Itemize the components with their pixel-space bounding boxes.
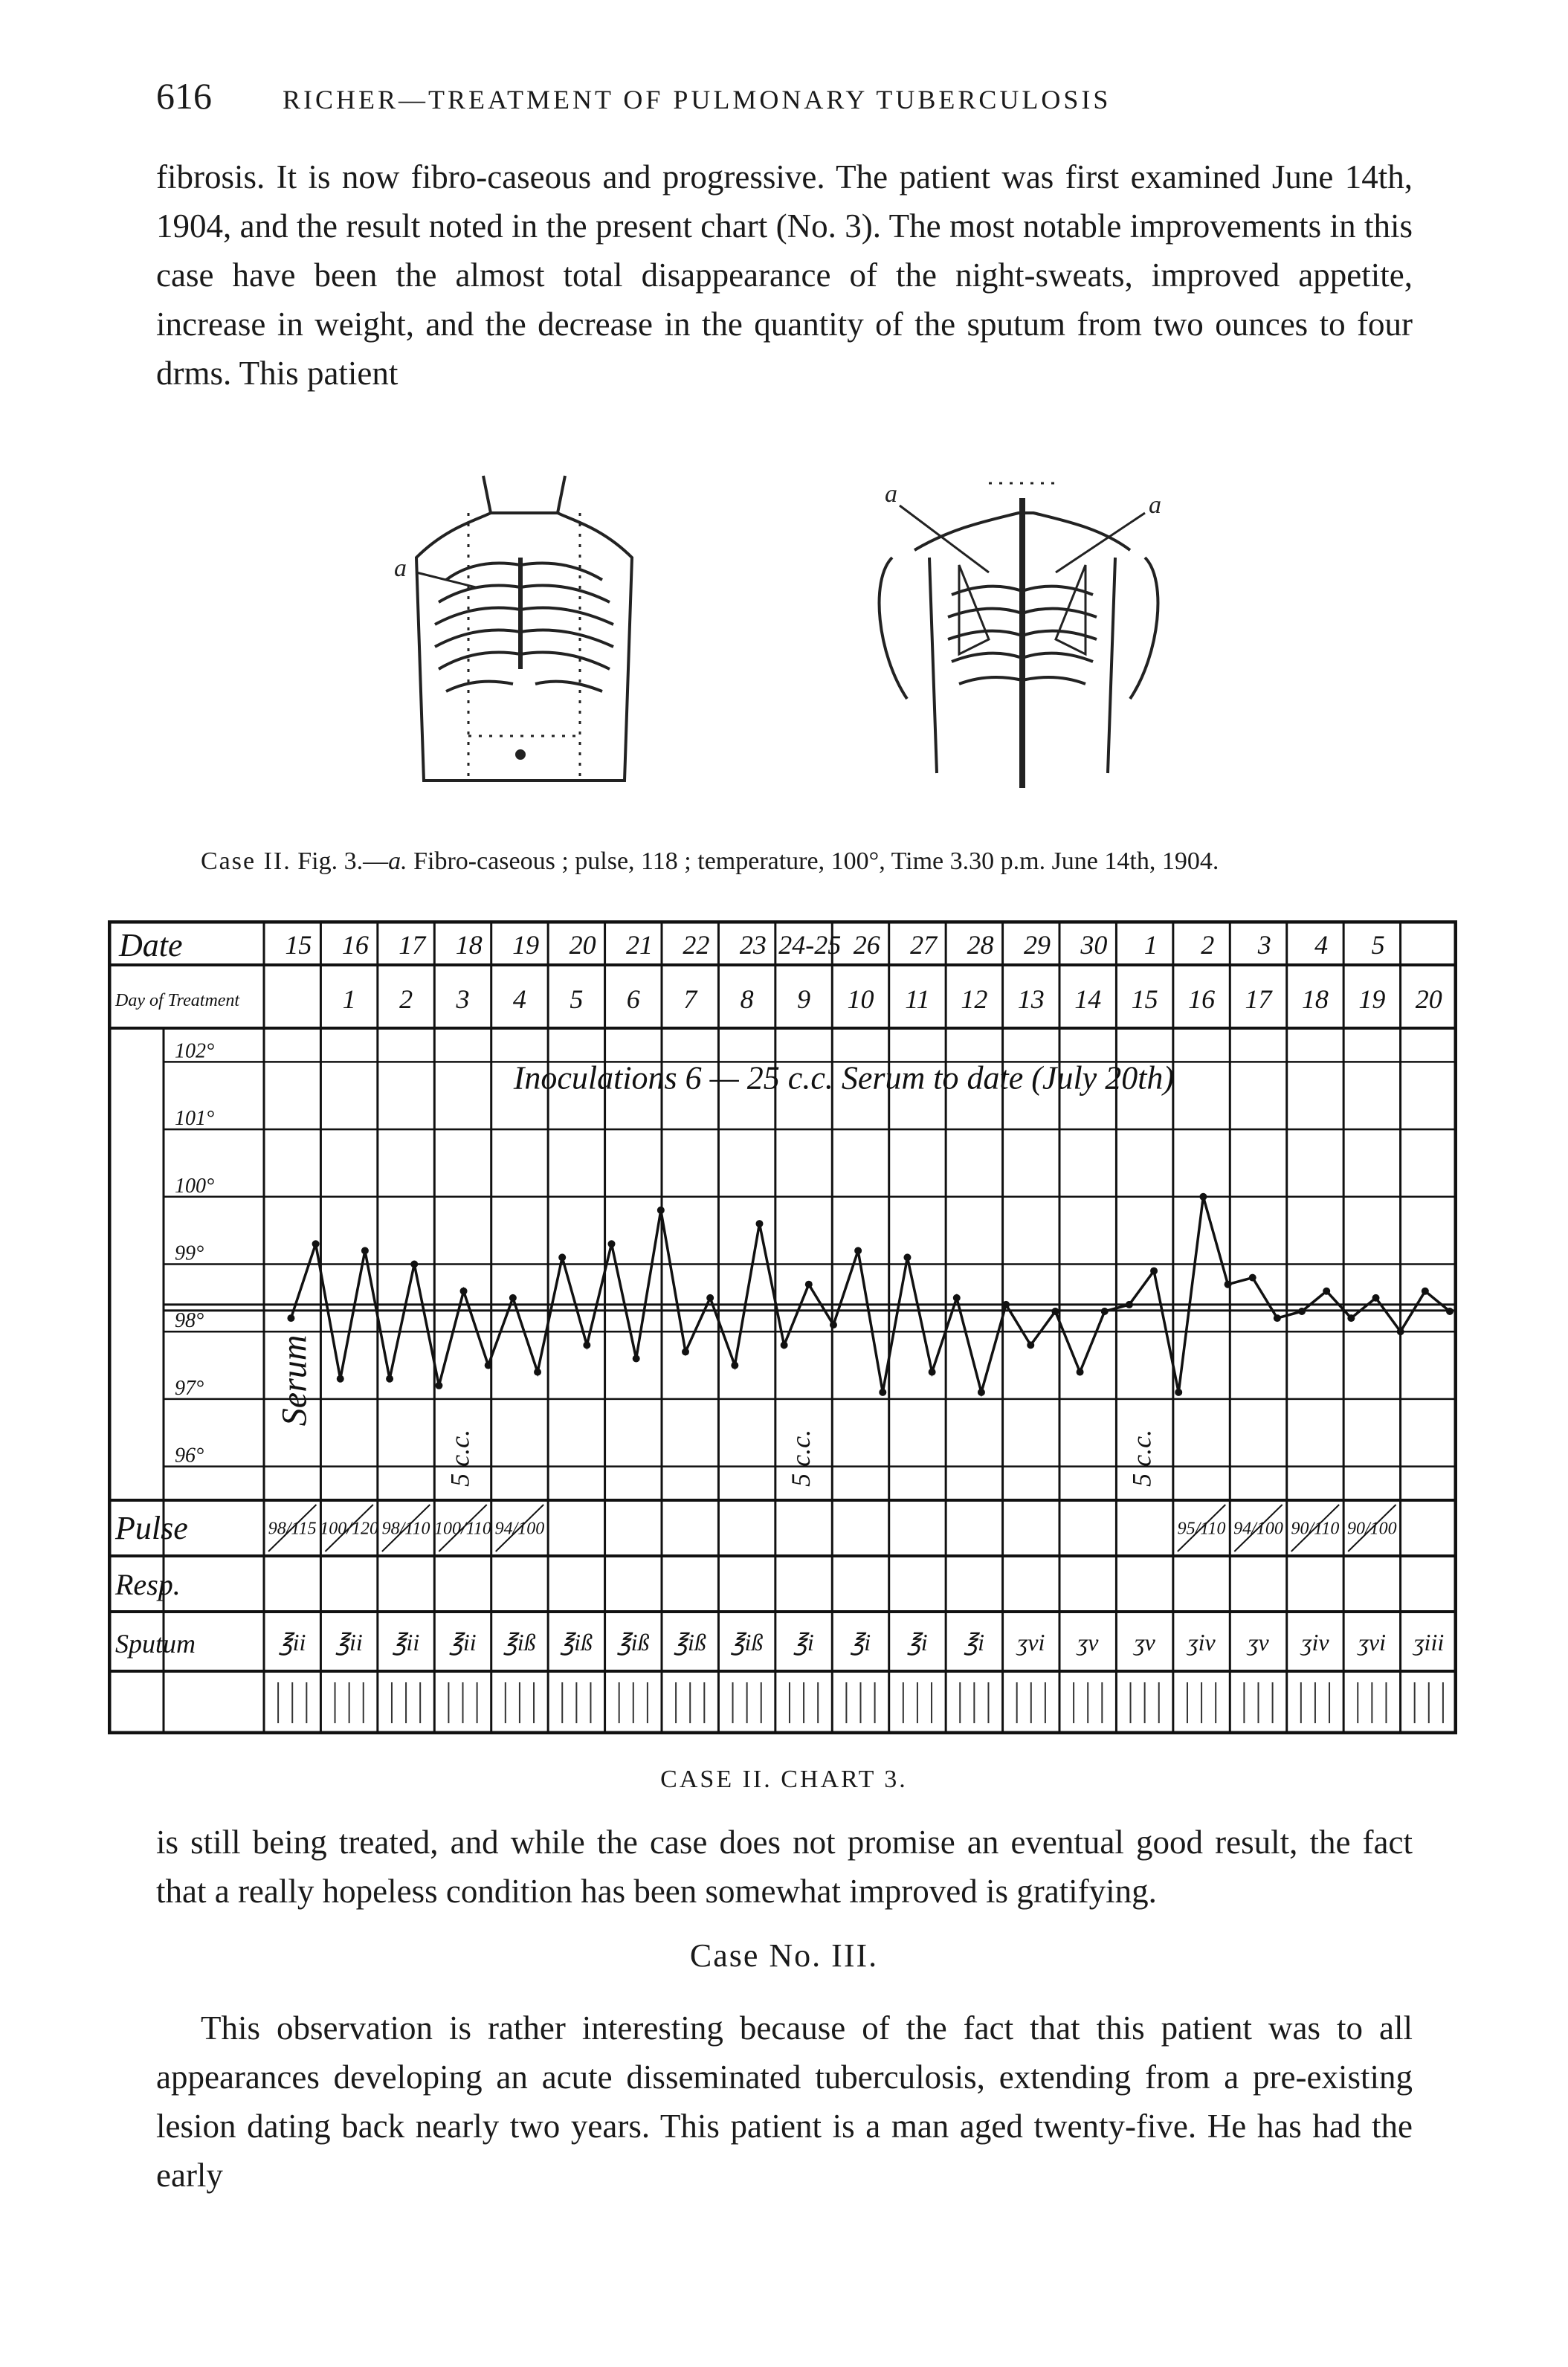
sputum-value: ℥ii	[335, 1629, 363, 1656]
pulse-value: 94/100	[494, 1519, 545, 1539]
date-tick-label: 18	[455, 930, 483, 960]
temperature-point	[509, 1294, 517, 1302]
day-tick-label: 17	[1245, 984, 1272, 1014]
temperature-point	[1347, 1314, 1355, 1322]
y-tick-label: 102°	[175, 1039, 215, 1063]
sputum-value: ʒiv	[1187, 1629, 1216, 1656]
temperature-point	[682, 1348, 689, 1355]
paragraph-bottom-1: is still being treated, and while the case does not promise an eventual good result, the fact that a really hopeless condition has been somewhat improved is gratifying.	[156, 1824, 1413, 1910]
anatomy-illustrations	[0, 468, 1568, 810]
page-header	[156, 74, 1420, 119]
date-tick-label: 22	[683, 930, 710, 960]
temperature-point	[978, 1389, 985, 1396]
sputum-value: ʒvi	[1358, 1629, 1387, 1656]
day-tick-label: 11	[905, 984, 930, 1014]
temperature-point	[287, 1314, 294, 1322]
sputum-value: ℥iß	[503, 1629, 536, 1656]
label-a-front: a	[394, 555, 407, 582]
day-tick-label: 13	[1017, 984, 1045, 1014]
date-tick-label: 4	[1314, 930, 1329, 960]
temperature-point	[386, 1375, 393, 1383]
sputum-value: ℥ii	[449, 1629, 477, 1656]
sputum-value: ℥ii	[392, 1629, 420, 1656]
pulse-value: 100/120	[320, 1519, 378, 1539]
temperature-point	[435, 1382, 442, 1389]
pulse-value: 98/115	[268, 1519, 317, 1539]
date-tick-label: 27	[910, 930, 938, 960]
date-tick-label: 5	[1371, 930, 1385, 960]
temperature-point	[1175, 1389, 1182, 1396]
date-tick-label: 24-25	[778, 930, 842, 960]
temperature-point	[1372, 1294, 1380, 1302]
temperature-point	[1077, 1369, 1084, 1376]
sputum-value: ℥iß	[730, 1629, 764, 1656]
day-tick-label: 12	[961, 984, 988, 1014]
day-tick-label: 16	[1188, 984, 1216, 1014]
day-tick-label: 14	[1074, 984, 1102, 1014]
date-tick-label: 30	[1080, 930, 1108, 960]
temperature-point	[534, 1369, 541, 1376]
label-a-back-right: a	[1149, 491, 1161, 519]
pulse-value: 90/100	[1347, 1519, 1397, 1539]
temperature-point	[657, 1207, 665, 1214]
date-tick-label: 21	[626, 930, 653, 960]
inoculation-annotation: Inoculations 6 — 25 c.c. Serum to date (July 20th)	[513, 1059, 1175, 1097]
temperature-point	[929, 1369, 936, 1376]
row-label-day: Day of Treatment	[115, 991, 240, 1010]
day-tick-label: 15	[1131, 984, 1158, 1014]
row-label-date: Date	[119, 927, 183, 963]
date-tick-label: 16	[341, 930, 369, 960]
day-tick-label: 6	[626, 984, 640, 1014]
date-tick-label: 15	[285, 930, 312, 960]
temperature-point	[1199, 1193, 1207, 1201]
sputum-value: ʒv	[1248, 1629, 1269, 1656]
temperature-point	[1249, 1274, 1256, 1282]
day-tick-label: 20	[1415, 984, 1442, 1014]
back-drawing	[880, 483, 1158, 788]
pulse-value: 100/110	[434, 1519, 491, 1539]
injection-label: 5 c.c.	[1126, 1429, 1157, 1487]
sputum-value: ℥iß	[617, 1629, 650, 1656]
temperature-point	[1051, 1308, 1059, 1315]
temperature-point	[460, 1288, 468, 1295]
sputum-value: ʒiii	[1413, 1629, 1445, 1656]
day-tick-label: 4	[512, 984, 526, 1014]
date-tick-label: 28	[967, 930, 994, 960]
sputum-value: ʒv	[1077, 1629, 1099, 1656]
y-tick-label: 98°	[175, 1309, 204, 1333]
day-tick-label: 10	[847, 984, 874, 1014]
row-label-pulse: Pulse	[115, 1510, 188, 1546]
temperature-point	[1027, 1341, 1034, 1349]
temperature-point	[1150, 1268, 1158, 1275]
caption-a: a.	[388, 847, 407, 875]
caption-case: Case II.	[201, 847, 291, 875]
running-head: RICHER—TREATMENT OF PULMONARY TUBERCULOSIS	[283, 85, 1112, 114]
temperature-point	[805, 1281, 813, 1288]
day-tick-label: 1	[342, 984, 356, 1014]
caption-rest: Fibro-caseous ; pulse, 118 ; temperature, 100°, Time 3.30 p.m. June 14th, 1904.	[407, 847, 1219, 875]
chart-caption: CASE II. CHART 3.	[660, 1766, 908, 1793]
sputum-value: ℥iß	[560, 1629, 593, 1656]
case-heading: Case No. III.	[689, 1937, 879, 1974]
caption-fig: Fig. 3.—	[297, 847, 389, 875]
temperature-point	[337, 1375, 344, 1383]
date-tick-label: 2	[1201, 930, 1215, 960]
date-tick-label: 26	[853, 930, 880, 960]
temperature-point	[1002, 1301, 1010, 1308]
day-tick-label: 19	[1358, 984, 1386, 1014]
temperature-point	[558, 1253, 566, 1261]
paragraph-top: fibrosis. It is now fibro-caseous and progressive. The patient was first examined June 14th, 1904, and the result noted in the present chart (No. 3). The most notable improvements in this case have been the almost total disappearance of the night-sweats, improved appetite, increase in weight, and the decrease in the quantity of the sputum from two ounces to four drms. This patient	[156, 158, 1413, 392]
date-tick-label: 1	[1143, 930, 1158, 960]
day-tick-label: 8	[740, 984, 754, 1014]
date-tick-label: 23	[739, 930, 767, 960]
temperature-point	[953, 1294, 961, 1302]
temperature-chart	[108, 920, 1457, 1734]
label-a-back-left: a	[885, 480, 897, 508]
temperature-point	[879, 1389, 886, 1396]
date-tick-label: 17	[399, 930, 426, 960]
chart-svg	[108, 920, 1457, 1734]
date-tick-label: 20	[569, 930, 596, 960]
temperature-point	[312, 1240, 320, 1247]
temperature-point	[1101, 1308, 1109, 1315]
temperature-point	[781, 1341, 788, 1349]
injection-label: 5 c.c.	[786, 1429, 816, 1487]
temperature-point	[1422, 1288, 1429, 1295]
y-tick-label: 101°	[175, 1107, 215, 1131]
figure-caption	[156, 847, 1413, 876]
anatomy-figure	[0, 468, 1568, 810]
paragraph-bottom-2: This observation is rather interesting because of the fact that this patient was to all appearances developing an acute disseminated tuberculosis, extending from a pre-existing lesion dating back nearly two years. This patient is a man aged twenty-five. He has had the early	[156, 2009, 1413, 2194]
y-tick-label: 97°	[175, 1376, 204, 1400]
temperature-point	[1126, 1301, 1133, 1308]
pulse-value: 95/110	[1177, 1519, 1226, 1539]
temperature-point	[706, 1294, 714, 1302]
sputum-value: ℥i	[850, 1629, 871, 1656]
pulse-value: 94/100	[1233, 1519, 1283, 1539]
temperature-point	[755, 1220, 763, 1227]
temperature-point	[1397, 1328, 1404, 1335]
sputum-value: ℥i	[793, 1629, 814, 1656]
day-tick-label: 7	[683, 984, 697, 1014]
pulse-value: 90/110	[1291, 1519, 1340, 1539]
temperature-point	[608, 1240, 616, 1247]
date-tick-label: 19	[512, 930, 540, 960]
page-number: 616	[156, 75, 212, 117]
sputum-value: ℥i	[964, 1629, 985, 1656]
day-tick-label: 9	[797, 984, 811, 1014]
temperature-point	[1274, 1314, 1281, 1322]
temperature-point	[1446, 1308, 1454, 1315]
day-tick-label: 5	[570, 984, 584, 1014]
serum-label: Serum	[274, 1334, 314, 1427]
y-tick-label: 96°	[175, 1444, 204, 1467]
y-tick-label: 99°	[175, 1241, 204, 1265]
temperature-point	[633, 1355, 640, 1363]
temperature-point	[854, 1247, 862, 1254]
y-tick-label: 100°	[175, 1174, 215, 1198]
sputum-value: ʒiv	[1301, 1629, 1329, 1656]
temperature-point	[361, 1247, 369, 1254]
temperature-point	[1225, 1281, 1232, 1288]
temperature-point	[903, 1253, 911, 1261]
injection-label: 5 c.c.	[445, 1429, 475, 1487]
day-tick-label: 2	[399, 984, 413, 1014]
pulse-value: 98/110	[381, 1519, 430, 1539]
day-tick-label: 3	[456, 984, 470, 1014]
temperature-point	[583, 1341, 590, 1349]
temperature-point	[1323, 1288, 1330, 1295]
temperature-point	[731, 1362, 738, 1369]
day-tick-label: 18	[1301, 984, 1329, 1014]
sputum-value: ʒv	[1134, 1629, 1155, 1656]
row-label-sputum: Sputum	[115, 1629, 196, 1659]
sputum-value: ℥i	[907, 1629, 928, 1656]
date-tick-label: 3	[1257, 930, 1271, 960]
temperature-point	[410, 1261, 418, 1268]
temperature-point	[485, 1362, 492, 1369]
chest-front-drawing	[416, 476, 632, 781]
temperature-point	[1298, 1308, 1306, 1315]
row-label-resp: Resp.	[115, 1568, 181, 1601]
date-tick-label: 29	[1024, 930, 1051, 960]
sputum-value: ʒvi	[1017, 1629, 1045, 1656]
sputum-value: ℥ii	[279, 1629, 306, 1656]
sputum-value: ℥iß	[674, 1629, 706, 1656]
temperature-point	[830, 1321, 837, 1328]
